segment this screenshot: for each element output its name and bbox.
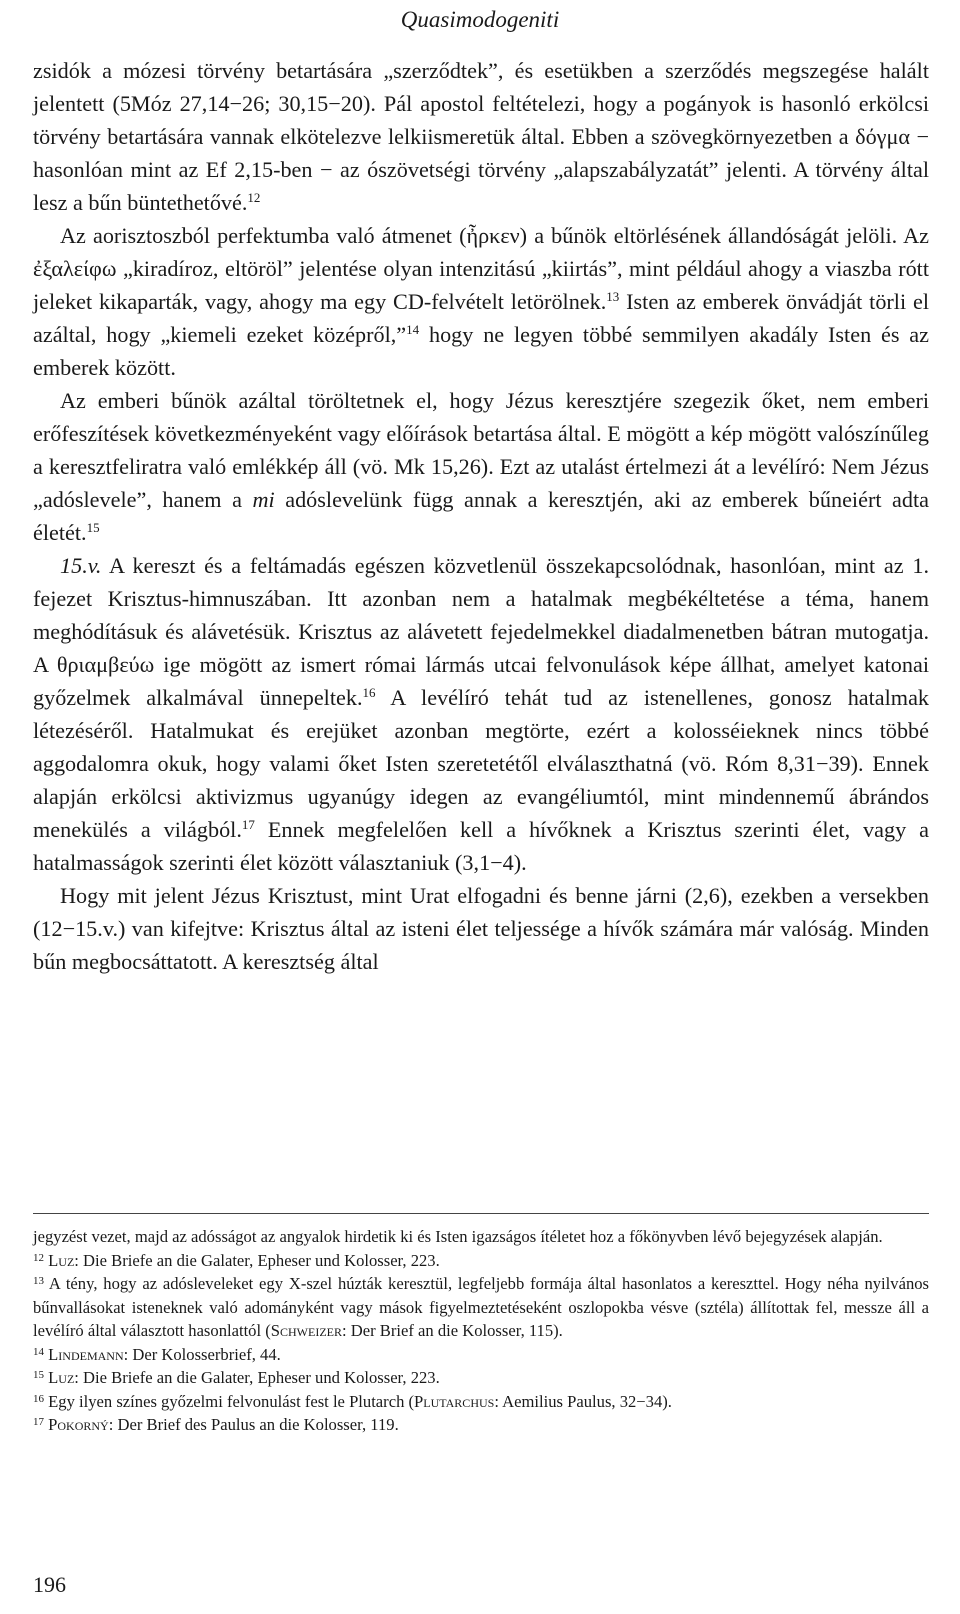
paragraph-5: Hogy mit jelent Jézus Krisztust, mint Urat elfogadni és benne járni (2,6), ezekben a versekben (12−15.v.) van kifejtve: Krisztus által az isteni élet teljessége a hívők számára már valóság. Minden bűn megbocsáttatott. A keresztség által <box>33 883 929 974</box>
footnote-ref: 13 <box>606 289 620 304</box>
footnote-ref: 16 <box>362 685 376 700</box>
footnote-14: $^{14}$ Lindemann: Der Kolosserbrief, 44. <box>33 1344 281 1364</box>
footnote-ref: 14 <box>406 322 420 337</box>
footnote-15: $^{15}$ Luz: Die Briefe an die Galater, Epheser und Kolosser, 223. <box>33 1368 440 1387</box>
footnote-12: $^{12}$ Luz: Die Briefe an die Galater, Epheser und Kolosser, 223. <box>33 1250 440 1270</box>
footnote-divider <box>33 1213 929 1214</box>
footnote-ref: 12 <box>247 190 261 205</box>
footnote-13: $^{13}$ A tény, hogy az adósleveleket egy X-szel húzták keresztül, legfeljebb formája által hasonlatos a kereszttel. Hogy néha nyilvános bűnvallásokat isteneknek való adományként vagy mások figyelmeztetéseként oszlopokba vésve (sztéla) állítottak fel, messze áll a levélíró által választott hasonlattól (Schweizer: Der Brief an die Kolosser, 115). <box>33 1274 929 1340</box>
main-text <box>33 54 929 978</box>
paragraph-4: 15.v. A kereszt és a feltámadás egészen közvetlenül összekapcsolódnak, hasonlóan, mint az 1. fejezet Krisztus-himnuszában. Itt azonban nem a hatalmak megbékéltetése a téma, hanem meghódításuk és alávetésük. Krisztus az alávetett fejedelmekkel diadalmenetben bátran mutogatja. A θριαμβεύω ige mögött az ismert római lármás utcai felvonulások képe állhat, amelyet katonai győzelmek alkalmával ünnepeltek.$^{16}$ A levélíró tehát tud az istenellenes, gonosz hatalmak létezéséről. Hatalmukat és erejüket azonban megtörte, ezért a kolosséieknek nincs többé aggodalomra okuk, hogy valami őket Isten szeretetétől elválaszthatná (vö. Róm 8,31−39). Ennek alapján erkölcsi aktivizmus ugyanúgy idegen az evangéliumtól, mint mindennemű ábrándos menekülés a világból.$^{17}$ Ennek megfelelően kell a hívőknek a Krisztus szerinti élet, vagy a hatalmasságok szerinti élet között választaniuk (3,1−4). <box>33 553 930 875</box>
paragraph-1: zsidók a mózesi törvény betartására „szerződtek”, és esetükben a szerződés megszegése halált jelentett (5Móz 27,14−26; 30,15−20). Pál apostol feltételezi, hogy a pogányok is hasonló erkölcsi törvény betartására vannak elkötelezve lelkiismeretük által. Ebben a szövegkörnyezetben a δόγμα − hasonlóan mint az Ef 2,15-ben − az ószövetségi törvény „alapszabályzatát” jelenti. A törvény által lesz a bűn büntethetővé.$^{12}$ <box>33 58 929 215</box>
footnote-continuation: jegyzést vezet, majd az adósságot az angyalok hirdetik ki és Isten igazságos ítéletet hoz a főkönyvben lévő bejegyzések alapján. <box>33 1227 883 1246</box>
footnote-ref: 17 <box>241 817 255 832</box>
verse-ref: 15.v. <box>60 553 102 578</box>
paragraph-2: Az aorisztoszból perfektumba való átmenet (ἦρκεν) a bűnök eltörlésének állandóságát jelöli. Az ἐξαλείφω „kiradíroz, eltöröl” jelentése olyan intenzitású „kiirtás”, mint például ahogy a viaszba rótt jeleket kikaparták, vagy, ahogy ma egy CD-felvételt letörölnek.$^{13}$ Isten az emberek önvádját törli el azáltal, hogy „kiemeli ezeket középről,”$^{14}$ hogy ne legyen többé semmilyen akadály Isten és az emberek között. <box>33 223 929 380</box>
paragraph-3: Az emberi bűnök azáltal töröltetnek el, hogy Jézus keresztjére szegezik őket, nem emberi erőfeszítések következményeként vagy előírások betartása által. E mögött a kép mögött valószínűleg a keresztfeliratra való emlékkép áll (vö. Mk 15,26). Ezt az utalást értelmezi át a levélíró: Nem Jézus „adóslevele”, hanem a mi adóslevelünk függ annak a keresztjén, aki az emberek bűneiért adta életét.$^{15}$ <box>33 388 929 545</box>
footnotes <box>33 1225 929 1437</box>
footnote-16: $^{16}$ Egy ilyen színes győzelmi felvonulást fest le Plutarch (Plutarchus: Aemilius Paulus, 32−34). <box>33 1391 672 1411</box>
footnote-ref: 15 <box>86 520 100 535</box>
running-header: Quasimodogeniti <box>400 7 560 32</box>
footnote-17: $^{17}$ Pokorný: Der Brief des Paulus an die Kolosser, 119. <box>33 1415 399 1434</box>
page-number: 196 <box>33 1572 66 1597</box>
